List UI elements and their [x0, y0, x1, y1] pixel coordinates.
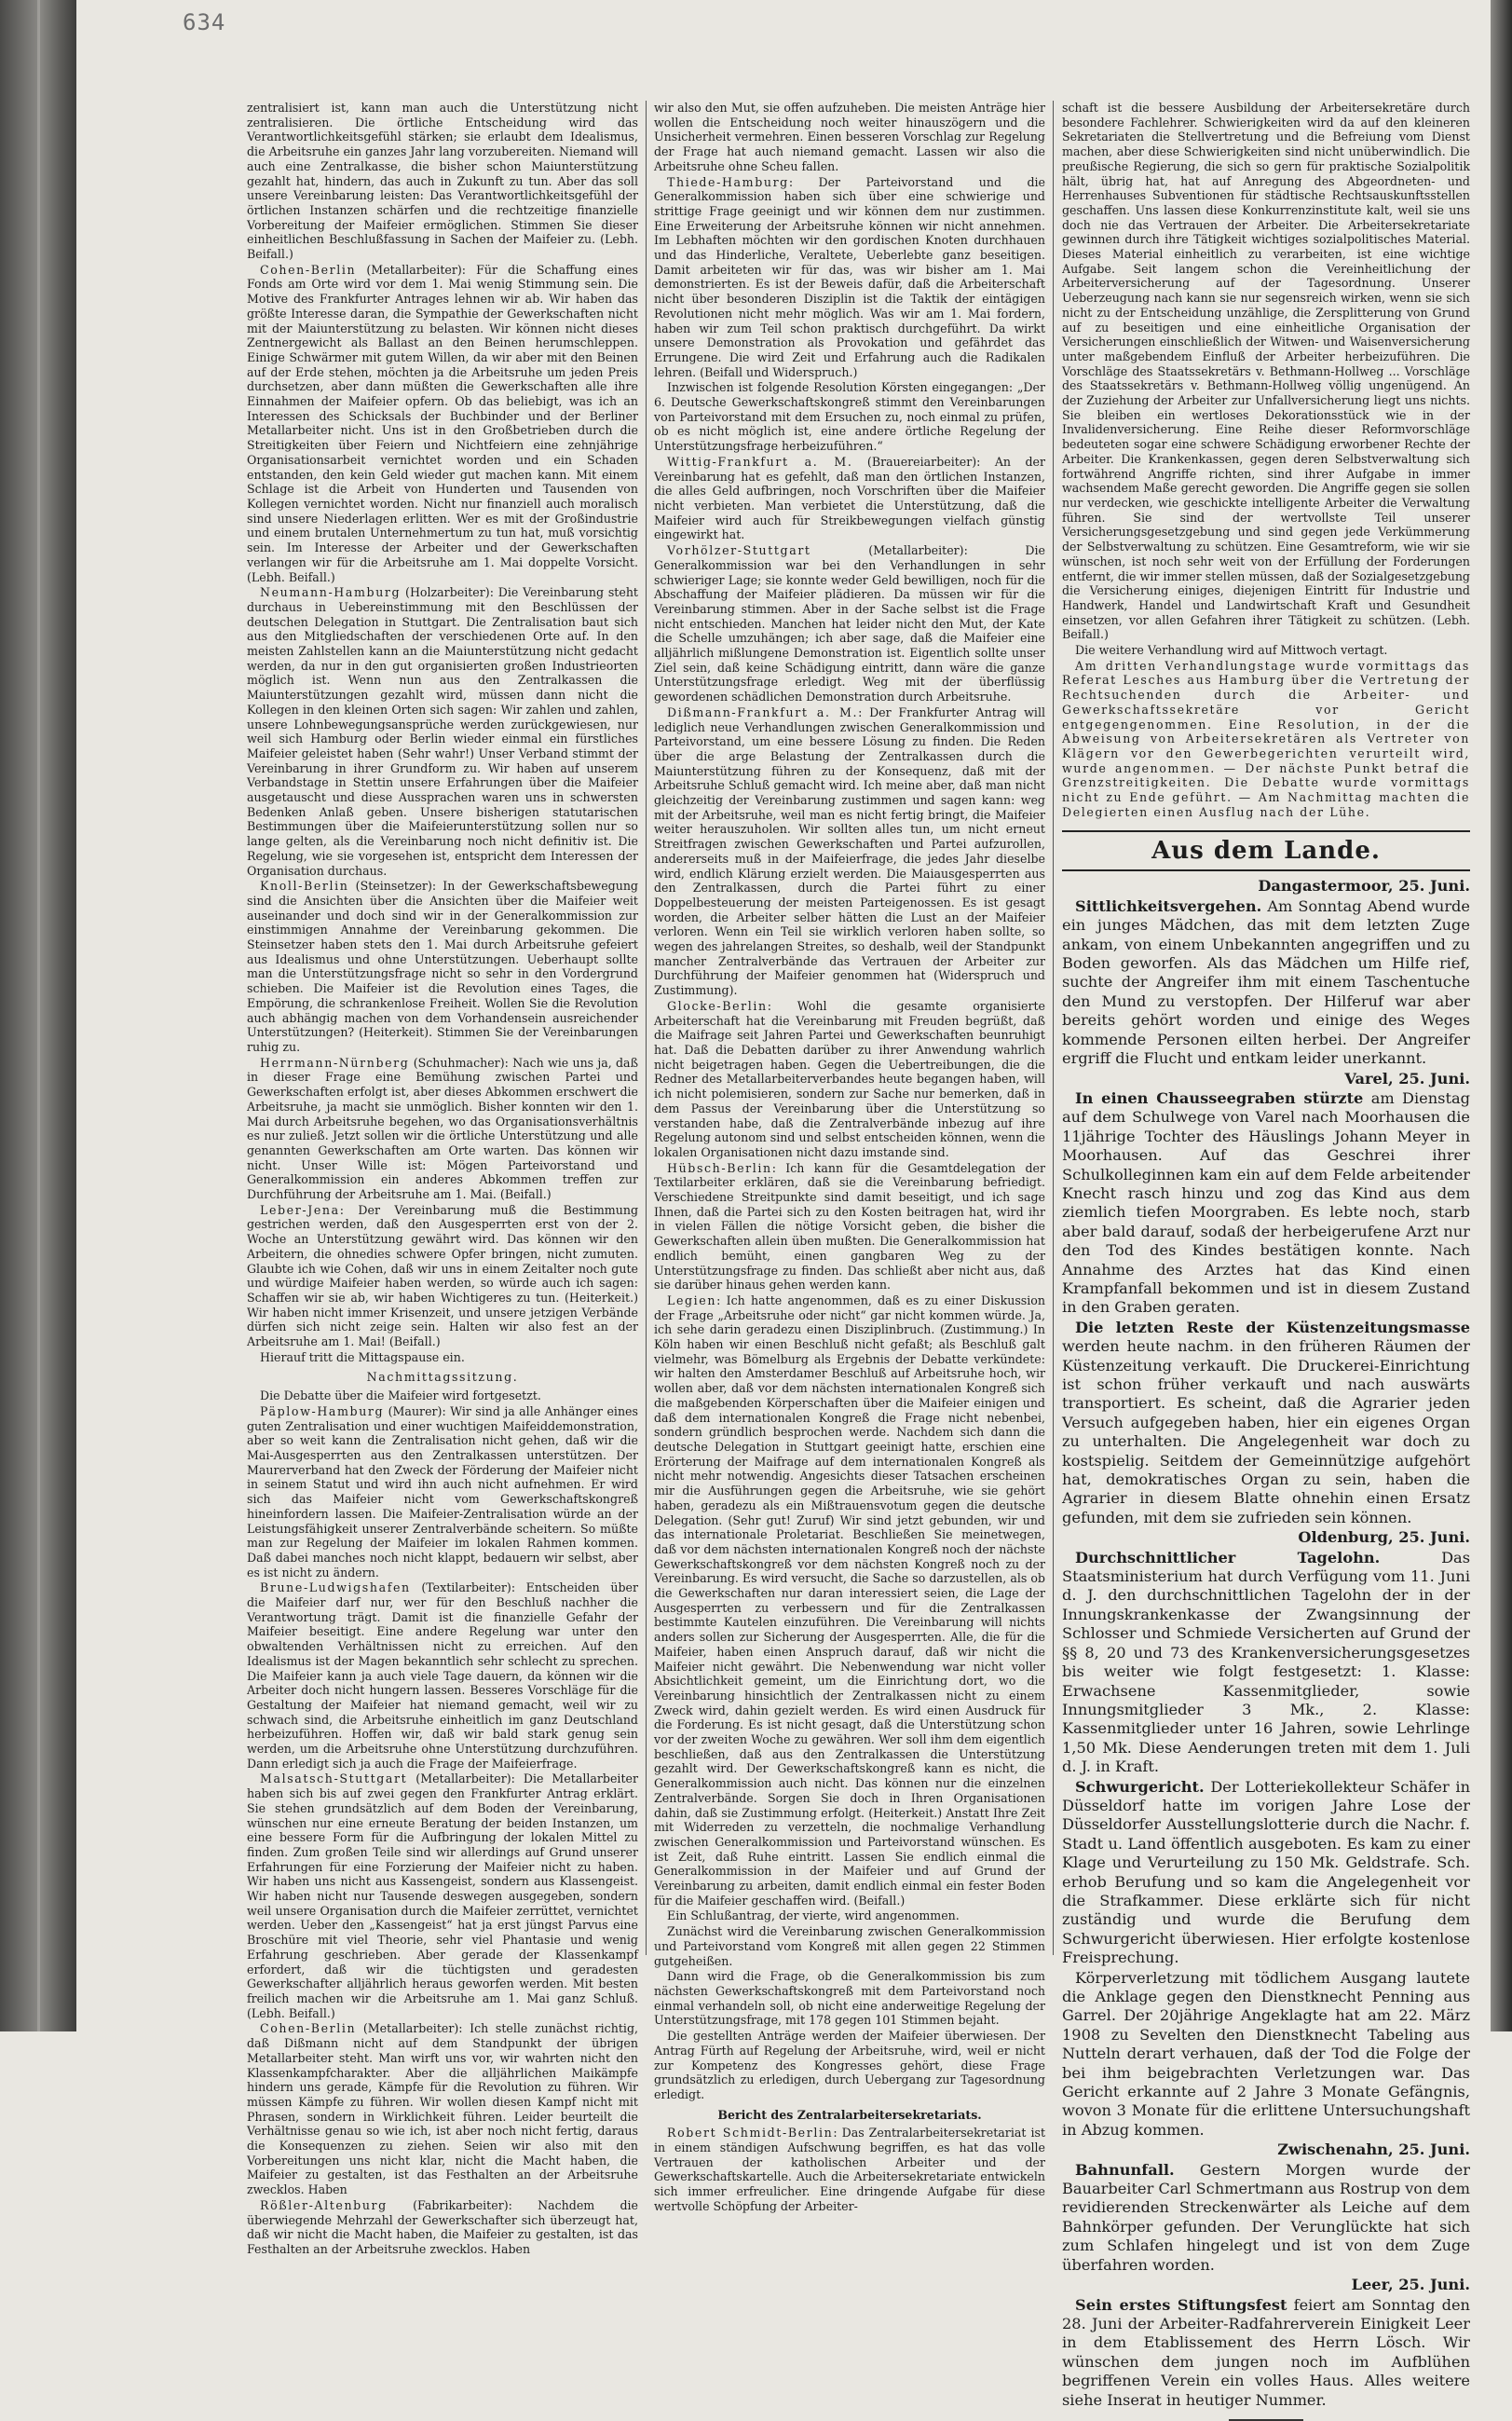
- paragraph: [247, 585, 638, 878]
- dateline: Zwischenahn, 25. Juni.: [1277, 2141, 1470, 2159]
- news-item: [1062, 1549, 1470, 1777]
- speech-text: (Metallarbeiter): Die Metallarbeiter haben sich bis auf zwei gegen den Frankfurter Antrag erklärt. Sie stehen grundsätzlich auf dem Boden der Vereinbarung, wünschen nur eine erneute Beratung der beiden Instanzen, um eine bessere Form für die Aufbringung der lokalen Mittel zu finden. Zum großen Teile sind wir allerdings auf Grund unserer Erfahrungen für eine Forzierung der Maifeier nicht zu haben. Wir haben uns nicht aus Kassengeist, sondern aus Klassengeist. Wir haben nicht nur Tausende deswegen ausgegeben, sondern weil unsere Organisation durch die Maifeier zerrüttet, vernichtet werden. Ueber den „Kassengeist“ hat ja erst jüngst Parvus eine Broschüre mit viel Theorie, sehr viel Phantasie und wenig Erfahrung geschrieben. Aber gerade der Klassenkampf erfordert, daß wir die tüchtigsten und geradesten Gewerkschafter alljährlich heraus geworfen werden. Mit besten freilich machen wir die Arbeitsruhe am 1. Mai ganz Schluß. (Lebh. Beifall.): [247, 1771, 638, 2020]
- speaker-name: Legien: [667, 1293, 717, 1307]
- paragraph: Die Debatte über die Maifeier wird fortgesetzt.: [260, 1388, 541, 1403]
- dateline: Varel, 25. Juni.: [1344, 1069, 1470, 1087]
- speech-text: : Der Vereinbarung muß die Bestimmung gestrichen werden, daß den Ausgesperrten erst von der 2. Woche an Unterstützung gewährt wird. Das können wir den Arbeitern, die ohnedies schwere Opfer bringen, nicht zumuten. Glaubte ich wie Cohen, daß wir uns in einem Zeitalter noch gute und würdige Maifeier haben werden, so würde auch ich sagen: Schaffen wir sie ab, wir haben Wichtigeres zu tun. (Heiterkeit.) Wir haben nicht immer Krisenzeit, und unsere jetzigen Verbände dürfen sich nicht zeige sein. Halten wir also fest an der Arbeitsruhe am 1. Mai! (Beifall.): [247, 1202, 638, 1349]
- news-text: am Dienstag auf dem Schulwege von Varel nach Moorhausen die 11jährige Tochter des Häuslings Johann Meyer in Moorhausen. Auf das Geschrei ihrer Schulkolleginnen kam ein auf dem Felde arbeitender Knecht rasch hinzu und zog das Kind aus dem ziemlich tiefen Moorgraben. Es lebte noch, starb aber bald darauf, sodaß der herbeigerufene Arzt nur den Tod des Kindes bestätigen konnte. Nach Annahme des Arztes hat das Kind einen Krampfanfall bekommen und ist in diesem Zustand in den Graben geraten.: [1062, 1088, 1470, 1317]
- paragraph: Zunächst wird die Vereinbarung zwischen Generalkommission und Parteivorstand vom Kongreß mit allen gegen 22 Stimmen gutgeheißen.: [654, 1924, 1045, 1968]
- news-headline: Sittlichkeitsvergehen.: [1075, 896, 1262, 915]
- news-text: Der Lotteriekollekteur Schäfer in Düsseldorf hatte im vorigen Jahre Lose der Düsseldorfer Ausstellungslotterie durch die Nachr. f. Stadt u. Land öffentlich ausgeboten. Es kam zu einer Klage und Verurteilung zu 150 Mk. Geldstrafe. Sch. erhob Berufung und so kam die Angelegenheit vor die Strafkammer. Diese erklärte sich für nicht zuständig und wurde die Berufung dem Schwurgericht überwiesen. Hier erfolgte kostenlose Freisprechung.: [1062, 1777, 1470, 1967]
- news-headline: Die letzten Reste der Küstenzeitungsmasse: [1075, 1318, 1470, 1336]
- speech-text: (Steinsetzer): In der Gewerkschaftsbewegung sind die Ansichten über die Ansichten über die Maifeier weit auseinander und doch sind wir in der Generalkommission zur einstimmigen Annahme der Vereinbarung gekommen. Die Steinsetzer haben stets den 1. Mai durch Arbeitsruhe gefeiert aus Idealismus und ohne Unterstützungen. Ueberhaupt sollte man die Unterstützungsfrage nicht so sehr in den Vordergrund schieben. Die Maifeier ist die Revolution eines Tages, die Empörung, die schrankenlose Freiheit. Wollen Sie die Revolution auch abhängig machen von dem Vorhandensein ausreichender Unterstützungen? (Heiterkeit). Stimmen Sie der Vereinbarungen ruhig zu.: [247, 879, 638, 1054]
- dateline: Leer, 25. Juni.: [1351, 2276, 1470, 2294]
- dateline: Oldenburg, 25. Juni.: [1298, 1528, 1470, 1547]
- speaker-name: Hübsch-Berlin: [667, 1160, 772, 1175]
- speaker-name: Wittig-Frankfurt a. M.: [667, 454, 853, 469]
- paragraph: [654, 1161, 1045, 1293]
- speech-text: : Ich kann für die Gesamtdelegation der Textilarbeiter erklären, daß sie die Vereinbarung befriedigt. Verschiedene Streitpunkte sind damit beseitigt, und ich sage Ihnen, daß die Partei sich zu den Kosten beitragen hat, wird ihr in vielen Fällen die nötige Vorsicht geben, die bisher die Gewerkschaften allein üben mußten. Die Generalkommission hat endlich bemüht, einen gangbaren Weg zu der Unterstützungsfrage zu finden. Das schließt aber nicht aus, daß sie darüber hinaus gehen werden kann.: [654, 1160, 1045, 1293]
- news-text: Gestern Morgen wurde der Bauarbeiter Carl Schmertmann aus Rostrup von dem revidierenden Streckenwärter als Leiche auf dem Bahnkörper gefunden. Der Verunglückte hat sich zum Schlafen hingelegt und ist von dem Zuge überfahren worden.: [1062, 2160, 1470, 2274]
- speech-text: (Schuhmacher): Nach wie uns ja, daß in dieser Frage eine Bemühung zwischen Partei und Gewerkschaften erfolgt ist, aber dieses Abkommen erschwert die Arbeitsruhe, ja macht sie unmöglich. Bisher konnten wir den 1. Mai durch Arbeitsruhe begehen, wo das Organisationsverhältnis es nur zuließ. Jetzt sollen wir die örtliche Unterstützung und alle genannten Gewerkschaften am Orte warten. Das können wir nicht. Unser Wille ist: Mögen Parteivorstand und Generalkommission ein anderes Abkommen treffen zur Durchführung der Arbeitsruhe am 1. Mai. (Beifall.): [247, 1055, 638, 1202]
- column-rule: [1053, 101, 1054, 1955]
- speech-text: (Metallarbeiter): Für die Schaffung eines Fonds am Orte wird vor dem 1. Mai wenig Stimmung sein. Die Motive des Frankfurter Antrages lehnen wir ab. Wir haben das größte Interesse daran, die Sympathie der Gewerkschaften nicht mit der Maiunterstützung zu belasten. Wir können nicht dieses Zentnergewicht als Ballast an den Beinen herumschleppen. Einige Schwärmer mit gutem Willen, da wir aber mit den Beinen auf der Erde stehen, möchten ja die Arbeitsruhe um jeden Preis durchsetzen, aber dann müßten die Gewerkschaften alle ihre Einnahmen der Maifeier opfern. Ob das beliebigt, was ich an Interessen des Schicksals der Buchbinder und der Berliner Metallarbeiter nicht. Uns ist in den Großbetrieben durch die Streitigkeiten über Feiern und Nichtfeiern eine zehnjährige Organisationsarbeit vernichtet worden und ein Schaden entstanden, den kein Geld wieder gut machen kann. Mit einem Schlage ist die Arbeit von Hunderten und Tausenden von Kollegen vernichtet worden. Nicht nur finanziell auch moralisch sind unsere Niederlagen erlitten. Wer es mit der Großindustrie und einem brutalen Unternehmertum zu tun hat, muß vorsichtig sein. Im Interesse der Arbeiter und der Gewerkschaften verlangen wir für die Arbeitsruhe am 1. Mai doppelte Vorsicht. (Lebh. Beifall.): [247, 262, 638, 584]
- page-edge-shadow: [1491, 0, 1512, 2031]
- paragraph: [247, 2021, 638, 2196]
- paragraph: schaft ist die bessere Ausbildung der Arbeitersekretäre durch besondere Fachlehrer. Schwierigkeiten wird da auf den kleineren Sekretariaten die Stellvertretung und die Befreiung vom Dienst machen, aber diese Schwierigkeiten sind nicht unüberwindlich. Die preußische Regierung, die sich so gern für praktische Sozialpolitik hält, übrig hat, hat auf Anregung des Abgeordneten- und Herrenhauses Subventionen für städtische Rechtsauskunftsstellen geschaffen. Uns lassen diese Konkurrenzinstitute kalt, weil sie uns doch nie das Vertrauen der Arbeiter. Die Arbeitersekretariate gewinnen durch ihre Tätigkeit wichtiges sozialpolitisches Material. Dieses Material einheitlich zu verarbeiten, ist eine wichtige Aufgabe. Seit langem schon die Vereinheitlichung der Arbeiterversicherung auf der Tagesordnung. Unserer Ueberzeugung nach kann sie nur segensreich wirken, wenn sie sich nicht zu der Entscheidung unzählige, die Zersplitterung von Grund auf zu beseitigen und eine einheitliche Organisation der Versicherungen einschließlich der Witwen- und Waisenversicherung unter maßgebendem Einfluß der Arbeiter herbeizuführen. Die Vorschläge des Staatssekretärs v. Bethmann-Hollweg ... Vorschläge des Staatssekretärs v. Bethmann-Hollweg völlig ungenügend. An der Zuziehung der Arbeiter zur Unfallversicherung liegt uns nichts. Sie bleiben ein wertloses Dekorationsstück wie in der Invalidenversicherung. Eine Reihe dieser Reformvorschläge bedeuteten sogar eine schwere Schädigung erworbener Rechte der Arbeiter. Die Krankenkassen, gegen deren Selbstverwaltung sich fortwährend Angriffe richten, sind ihrer Aufgabe in immer wachsendem Maße gerecht geworden. Die Angriffe gegen sie sollen nur verdecken, wie geschickte intelligente Arbeiter die Verwaltung führen. Sie sind der wertvollste Teil unserer Versicherungsgesetzgebung und sind gegen jede Verkümmerung der Selbstverwaltung zu schützen. Eine Gesamtreform, wie wir sie wünschen, ist noch sehr weit von der Erfüllung der Forderungen entfernt, die wir immer stellen müssen, daß der Sozialgesetzgebung die Versicherung einiges, diejenigen Eintritt für Industrie und Handwerk, Handel und Landwirtschaft Kraft und Gesundheit einsetzen, vor allen Gefahren ihrer Tätigkeit zu schützen. (Lebh. Beifall.): [1062, 101, 1470, 642]
- news-headline: Schwurgericht.: [1075, 1777, 1205, 1796]
- speech-text: : Der Parteivorstand und die Generalkommission haben sich über eine schwierige und strittige Frage geeinigt und wir können dem nur zustimmen. Eine Erweiterung der Arbeitsruhe können wir nicht annehmen. Im Lebhaften möchten wir den gordischen Knoten durchhauen und das Hinderliche, Veraltete, Ueberlebte ganz beseitigen. Damit arbeiteten wir für das, was wir bisher am 1. Mai demonstrierten. Es ist der Beweis dafür, daß die Arbeiterschaft nicht über besonderen Disziplin ist die Taktik der eintägigen Revolutionen nicht mehr möglich. Was wir am 1. Mai fordern, haben wir zum Teil schon praktisch durchgeführt. Da wirkt unsere Demonstration als Provokation und gefährdet das Errungene. Die wird Zeit und Erfahrung auch die Radikalen lehren. (Beifall und Widerspruch.): [654, 174, 1045, 379]
- column-1: [247, 101, 639, 2256]
- speech-text: (Fabrikarbeiter): Nachdem die überwiegende Mehrzahl der Gewerkschafter sich überzeugt hat, daß wir nicht die Macht haben, die Maifeier zu gestalten, ist das Festhalten an der Arbeitsruhe zwecklos. Haben: [247, 2197, 638, 2256]
- column-3: [1062, 101, 1471, 2409]
- news-headline: In einen Chausseegraben stürzte: [1075, 1088, 1364, 1107]
- paragraph: [247, 1771, 638, 2020]
- paragraph: Ein Schlußantrag, der vierte, wird angenommen.: [667, 1908, 960, 1923]
- speaker-name: Rößler-Altenburg: [260, 2197, 388, 2212]
- book-binding-edge: [0, 0, 76, 2031]
- news-item: [1062, 2161, 1470, 2275]
- paragraph: [247, 1203, 638, 1349]
- page-number: 634: [183, 9, 226, 35]
- speaker-name: Glocke-Berlin: [667, 998, 768, 1013]
- news-text: werden heute nachm. in den früheren Räumen der Küstenzeitung verkauft. Die Druckerei-Einrichtung ist schon früher verkauft und nach auswärts transportiert. Es scheint, daß die Agrarier jeden Versuch aufgegeben haben, hier ein eigenes Organ zu unterhalten. Die Angelegenheit war doch zu kostspielig. Seitdem der Gemeinnützige aufgehört hat, demokratisches Organ zu sein, haben die Agrarier in diesem Blatte ohnehin einen Ersatz gefunden, mit dem sie zufrieden sein können.: [1062, 1337, 1470, 1526]
- paragraph: [654, 1293, 1045, 1908]
- speech-text: (Metallarbeiter): Die Generalkommission war bei den Verhandlungen in sehr schwieriger Lage; sie konnte weder Geld bewilligen, noch für die Abschaffung der Maifeier plädieren. Da müssen wir für die Vereinbarung stimmen. Aber in der Sache selbst ist die Frage nicht entschieden. Manchen hat leider nicht den Mut, der Kate die Schelle umzuhängen; ich aber sage, daß die Maifeier eine alljährlich mißlungene Demonstration ist. Eigentlich sollte unser Ziel sein, daß keine Schädigung eintritt, dann wäre die ganze Unterstützungsfrage erledigt. Weg mit der überflüssig gewordenen schädlichen Demonstration durch Arbeitsruhe.: [654, 543, 1045, 704]
- news-headline: Bahnunfall.: [1075, 2160, 1175, 2179]
- speaker-name: Herrmann-Nürnberg: [260, 1055, 410, 1070]
- speech-text: : Der Frankfurter Antrag will lediglich neue Verhandlungen zwischen Generalkommission und Parteivorstand, um eine bessere Lösung zu finden. Die Reden über die arge Belastung der Zentralkassen durch die Maiunterstützung führen zu der Konsequenz, daß mit der Arbeitsruhe Schluß gemacht wird. Ich meine aber, daß man nicht gleichzeitig der Vereinbarung zustimmen und sagen kann: weg mit der Arbeitsruhe, weil man es nicht fertig bringt, die Maifeier weiter herauszuholen. Wir sollten alles tun, um nicht erneut Streitfragen zwischen Gewerkschaften und Partei aufzurollen, andererseits muß in der Maifeierfrage, die jedes Jahr dieselbe wird, endlich Klärung erzielt werden. Die Maiausgesperrten aus den Zentralkassen, durch die Partei führt zu einer Doppelbesteuerung der meisten Parteigenossen. Es ist gesagt worden, die Arbeiter selber hätten die Lust an der Maifeier verloren. Wenn ein Teil sie wirklich verloren haben sollte, so wegen des jahrelangen Streites, so deshalb, weil der Standpunkt mancher Zentralverbände das Vertrauen der Arbeiter zur Durchführung der Maifeier genommen hat (Widerspruch und Zustimmung).: [654, 704, 1046, 998]
- local-news: [1062, 877, 1470, 2421]
- paragraph: [654, 705, 1045, 998]
- paragraph: [247, 1580, 638, 1771]
- speaker-name: Thiede-Hamburg: [667, 174, 789, 189]
- speaker-name: Knoll-Berlin: [260, 879, 349, 894]
- speech-text: : Ich hatte angenommen, daß es zu einer Diskussion der Frage „Arbeitsruhe oder nicht“ gar nicht kommen würde. Ja, ich sehe darin geradezu einen Disziplinbruch. (Zustimmung.) In Köln haben wir einen Beschluß nicht gefaßt; als Beschluß galt vielmehr, was Bömelburg als Ergebnis der Debatte verkündete: wir halten den Amsterdamer Beschluß auf Arbeitsruhe hoch, wir wollen aber, daß vor dem nächsten internationalen Kongreß sich die maßgebenden Körperschaften über die Maifeier einigen und daß dem internationalen Kongreß die Frage nicht nebenbei, sondern gründlich besprochen werde. Nachdem sich dann die deutsche Delegation in Stuttgart geeinigt hatte, erschien eine Erörterung der Maifrage auf dem internationalen Kongreß als nicht mehr notwendig. Angesichts dieser Tatsachen erscheinen mir die Ausführungen gegen die Arbeitsruhe, wie sie gehört haben, geradezu als ein Mißtrauensvotum gegen die deutsche Delegation. (Sehr gut! Zuruf) Wir sind jetzt gebunden, wir und das internationale Proletariat. Beschließen Sie meinetwegen, daß vor dem nächsten internationalen Kongreß noch der nächste Gewerkschaftskongreß vor dem nächsten Kongreß noch zu der Vereinbarung. Es wird versucht, die Sache so darzustellen, als ob die Gewerkschaften nur daran interessiert seien, die Lage der Ausgesperrten zu verbessern und für die Zentralkassen bestimmte Kautelen einzuführen. Die Vereinbarung will nichts anders sollen zur Sicherung der Ausgesperrten. Alle, die für die Maifeier, haben einen Anspruch darauf, daß wir nicht die Maifeier nicht gewährt. Die Nebenwendung war nicht voller Absichtlichkeit gemeint, um die Einrichtung dort, wo die Vereinbarung hinsichtlich der Zentralkassen nicht zu einem Zweck wird, dahin gezielt werden. Es wird einen Ausdruck für die Forderung. Es ist nicht gesagt, daß die Unterstützung schon vor der zweiten Woche zu gewähren. Wer soll ihm dem eigentlich beschließen, daß aus den Zentralkassen die Unterstützung gezahlt wird. Der Gewerkschaftskongreß kann es nicht, die Generalkommission auch nicht. Das können nur die einzelnen Zentralverbände. Sorgen Sie doch in Ihren Organisationen dahin, daß sie Zustimmung erfolgt. (Heiterkeit.) Anstatt Ihre Zeit mit Widerreden zu verzetteln, die nochmalige Verhandlung zwischen Generalkommission und Parteivorstand wünschen. Es ist Zeit, daß Ruhe eintritt. Lassen Sie endlich einmal die Generalkommission in der Maifeier und auf Grund der Vereinbarung zu arbeiten, damit endlich einmal ein fester Boden für die Maifeier geschaffen wird. (Beifall.): [654, 1293, 1045, 1908]
- news-item: [1062, 1778, 1470, 1968]
- news-text: Das Staatsministerium hat durch Verfügung vom 11. Juni d. J. den durchschnittlichen Tagelohn der in der Innungskrankenkasse der Zwangsinnung der Schlosser und Schmiede Versicherten auf Grund der §§ 8, 20 und 73 des Krankenversicherungsgesetzes bis weiter wie folgt festgesetzt: 1. Klasse: Erwachsene Kassenmitglieder, sowie Innungsmitglieder 3 Mk., 2. Klasse: Kassenmitglieder unter 16 Jahren, sowie Lehrlinge 1,50 Mk. Diese Aenderungen treten mit dem 1. Juli d. J. in Kraft.: [1062, 1548, 1470, 1776]
- news-item: [1062, 2296, 1470, 2410]
- speech-text: (Metallarbeiter): Ich stelle zunächst richtig, daß Dißmann nicht auf dem Standpunkt der übrigen Metallarbeiter steht. Man wirft uns vor, wir wahrten nicht den Klassenkampfcharakter. Aber die alljährlichen Maikämpfe hindern uns gerade, Kämpfe für die Revolution zu führen. Wir müssen Kämpfe zu führen. Wir wollen diesen Kampf nicht mit Phrasen, sondern in Wirklichkeit führen. Leider beurteilt die Verhältnisse genau so wie ich, ist aber noch nicht fertig, daraus die Konsequenzen zu ziehen. Seien wir also mit den Vorbereitungen uns nicht klar, nicht die Macht haben, die Maifeier zu gestalten, ist das Festhalten an der Arbeitsruhe zwecklos. Haben: [247, 2021, 639, 2197]
- speech-text: (Holzarbeiter): Die Vereinbarung steht durchaus in Uebereinstimmung mit den Beschlüssen der deutschen Delegation in Stuttgart. Die Zentralisation baut sich aus den Mitgliedschaften der verschiedenen Orte auf. In den meisten Zahlstellen kann an die Maiunterstützung nicht gedacht werden, da nur in den gut organisierten großen Industrieorten möglich ist. Wenn nun aus den Zentralkassen die Maiunterstützungen gezahlt wird, müssen dann nicht die Kollegen in den kleinen Orten sich sagen: Wir zahlen und zahlen, unsere Lohnbewegungsansprüche werden zurückgewiesen, nur weil sich Hamburg oder Berlin wieder einmal ein fürstliches Maifeier geleistet haben (Sehr wahr!) Unser Verband stimmt der Vereinbarung in ihrer Grundform zu. Wir haben auf unserem Verbandstage in Stettin unsere Erfahrungen über die Maifeier ausgetauscht und diese Aussprachen waren uns in schwersten Bedenken Anlaß geben. Unsere bisherigen statutarischen Bestimmungen über die Maifeierunterstützung sollen nur so lange gelten, als die Vereinbarung noch nicht definitiv ist. Die Regelung, wie sie vorgesehen ist, entspricht dem Interessen der Organisation durchaus.: [247, 585, 638, 878]
- speaker-name: Neumann-Hamburg: [260, 585, 402, 600]
- column-2: [654, 101, 1046, 2213]
- speech-text: (Brauereiarbeiter): An der Vereinbarung hat es gefehlt, daß man den örtlichen Instanzen, die alles Geld aufbringen, noch Vorschriften über die Maifeier nicht verbieten. Man verbietet die Unterstützung, daß die Maifeier wird auch für Streikbewegungen vielfach günstig eingewirkt hat.: [654, 454, 1045, 542]
- paragraph: wir also den Mut, sie offen aufzuheben. Die meisten Anträge hier wollen die Entscheidung noch weiter hinauszögern und die Unsicherheit vermehren. Einen besseren Vorschlag zur Regelung der Frage hat auch niemand gemacht. Lassen wir also die Arbeitsruhe ohne Scheu fallen.: [654, 101, 1045, 173]
- news-item: [1062, 1319, 1470, 1527]
- newspaper-page: [233, 28, 1481, 2409]
- dateline: Dangastermoor, 25. Juni.: [1258, 877, 1470, 896]
- speaker-name: Cohen-Berlin: [260, 2021, 357, 2036]
- section-heading: Nachmittagssitzung.: [366, 1370, 519, 1385]
- news-item: [1062, 1089, 1470, 1318]
- paragraph: Inzwischen ist folgende Resolution Körsten eingegangen: „Der 6. Deutsche Gewerkschaftskongreß stimmt den Vereinbarungen von Parteivorstand mit dem Ersuchen zu, noch einmal zu prüfen, ob es nicht möglich ist, eine andere örtliche Regelung der Unterstützungsfrage herbeizuführen.“: [654, 380, 1045, 454]
- news-text: feiert am Sonntag den 28. Juni der Arbeiter-Radfahrerverein Einigkeit Leer in dem Etablissement des Herrn Lösch. Wir wünschen dem jungen noch im Aufblühen begriffenen Verein ein volles Haus. Alles weitere siehe Inserat in heutiger Nummer.: [1062, 2295, 1470, 2409]
- speaker-name: Brune-Ludwigshafen: [260, 1580, 411, 1595]
- speaker-name: Malsatsch-Stuttgart: [260, 1771, 408, 1786]
- paragraph: [654, 999, 1045, 1160]
- paragraph: [247, 1404, 638, 1580]
- speech-text: (Maurer): Wir sind ja alle Anhänger eines guten Zentralisation und einer wuchtigen Maifeiddemonstration, aber so weit kann die Zentralisation nicht gehen, daß wir die Mai-Ausgesperrten aus den Zentralkassen unterstützen. Der Maurerverband hat den Zweck der Förderung der Maifeier nicht in seinem Statut und wird ihn auch nicht aufnehmen. Er wird sich das Maifeier nicht vom Gewerkschaftskongreß hineinfordern lassen. Die Maifeier-Zentralisation würde an der Leistungsfähigkeit unserer Zentralverbände scheitern. So müßte man zur Regelung der Maifeier im lokalen Rahmen kommen. Daß dabei manches noch nicht klappt, bedauern wir selbst, aber es ist nicht zu ändern.: [247, 1403, 638, 1580]
- news-item: Körperverletzung mit tödlichem Ausgang lautete die Anklage gegen den Dienstknecht Penning aus Garrel. Der 20jährige Angeklagte hat am 22. März 1908 zu Sevelten den Dienstknecht Tabeling aus Nutteln derart verhauen, daß der Tod die Folge der bei ihm beigebrachten Verletzungen war. Das Gericht erkannte auf 2 Jahre 3 Monate Gefängnis, wovon 3 Monate für die erlittene Untersuchungshaft in Abzug kommen.: [1062, 1968, 1470, 2139]
- speaker-name: Leber-Jena: [260, 1202, 340, 1217]
- speech-text: (Textilarbeiter): Entscheiden über die Maifeier darf nur, wer für den Beschluß nachher die Verantwortung trägt. Damit ist die finanzielle Gefahr der Maifeier beseitigt. Eine andere Regelung war unter den obwaltenden Verhältnissen nicht zu erreichen. Auf den Idealismus ist der Magen bekanntlich sehr schlecht zu sprechen. Die Maifeier kann ja auch viele Tage dauern, da können wir die Arbeiter doch nicht hungern lassen. Besseres Vorschläge für die Gestaltung der Maifeier hat niemand gemacht, weil wir zu schwach sind, die Arbeitsruhe einheitlich im ganz Deutschland herbeizuführen. Hoffen wir, daß wir bald stark genug sein werden, um die Arbeitsruhe ohne Unterstützung durchzuführen. Dann erledigt sich ja auch die Frage der Maifeierfrage.: [247, 1580, 638, 1771]
- paragraph: Am dritten Verhandlungstage wurde vormittags das Referat Lesches aus Hamburg über die Vertretung der Rechtsuchenden durch die Arbeiter- und Gewerkschaftssekretäre vor Gericht entgegengenommen. Eine Resolution, in der die Abweisung von Arbeitersekretären als Vertreter von Klägern vor den Gewerbegerichten verurteilt wird, wurde angenommen. — Der nächste Punkt betraf die Grenzstreitigkeiten. Die Debatte wurde vormittags nicht zu Ende geführt. — Am Nachmittag machten die Delegierten einen Ausflug nach der Lühe.: [1062, 658, 1470, 819]
- speaker-name: Dißmann-Frankfurt a. M.: [667, 704, 859, 719]
- paragraph: [654, 2126, 1045, 2213]
- paragraph: [654, 455, 1045, 542]
- paragraph: zentralisiert ist, kann man auch die Unterstützung nicht zentralisieren. Die örtliche Entscheidung wird das Verantwortlichkeitsgefühl stärken; sie erlaubt dem Idealismus, die Arbeitsruhe ein ganzes Jahr lang vorzubereiten. Niemand will auch eine Zentralkasse, die bisher schon Maiunterstützung gezahlt hat, hindern, das auch in Zukunft zu tun. Aber das soll unsere Vereinbarung leisten: Das Verantwortlichkeitsgefühl der örtlichen Instanzen schärfen und die rechtzeitige finanzielle Vorbereitung der Maifeier ermöglichen. Stimmen Sie dieser einheitlichen Beschlußfassung in Sachen der Maifeier zu. (Lebh. Beifall.): [247, 101, 638, 262]
- speaker-name: Vorhölzer-Stuttgart: [667, 543, 811, 558]
- news-headline: Sein erstes Stiftungsfest: [1075, 2295, 1287, 2314]
- paragraph: Die weitere Verhandlung wird auf Mittwoch vertagt.: [1075, 643, 1388, 658]
- speech-text: : Wohl die gesamte organisierte Arbeiterschaft hat die Vereinbarung mit Freuden begrüßt, daß die Maifrage seit Jahren Partei und Gewerkschaften beunruhigt hat. Daß die Debatten darüber zu ihrer Anwendung wahrlich nicht beigetragen haben. Gegen die Uebertreibungen, die die Redner des Metallarbeiterverbandes heute begangen haben, will ich nicht polemisieren, sondern zur Sache nur bemerken, daß in dem Passus der Vereinbarung über die Unterstützung so verstanden habe, daß die Zentralverbände inbezug auf ihre Regelung autonom sind und selbst entscheiden können, wenn die lokalen Organisationen nicht dazu imstande sind.: [654, 998, 1045, 1159]
- paragraph: Dann wird die Frage, ob die Generalkommission bis zum nächsten Gewerkschaftskongreß mit dem Parteivorstand noch einmal verhandeln soll, ob nicht eine anderweitige Regelung der Unterstützungsfrage, mit 178 gegen 101 Stimmen bejaht.: [654, 1969, 1045, 2028]
- paragraph: [654, 175, 1045, 380]
- paragraph: [247, 1056, 638, 1202]
- paragraph: [247, 879, 638, 1054]
- paragraph: [247, 2198, 638, 2257]
- paragraph: Hierauf tritt die Mittagspause ein.: [260, 1349, 465, 1364]
- speaker-name: Päplow-Hamburg: [260, 1403, 385, 1418]
- paragraph: [247, 263, 638, 584]
- paragraph: [654, 543, 1045, 704]
- binding-highlight: [37, 0, 40, 2031]
- section-heading: Bericht des Zentralarbeitersekretariats.: [717, 2107, 982, 2122]
- paragraph: Die gestellten Anträge werden der Maifeier überwiesen. Der Antrag Fürth auf Regelung der Arbeitsruhe, wird, weil er nicht zur Kompetenz des Kongresses gehört, diese Frage grundsätzlich zu erledigen, durch Uebergang zur Tagesordnung erledigt.: [654, 2029, 1045, 2101]
- speaker-name: Cohen-Berlin: [260, 262, 357, 277]
- column-rule: [646, 101, 647, 1955]
- news-text: Am Sonntag Abend wurde ein junges Mädchen, das mit dem letzten Zuge ankam, von einem Unbekannten angegriffen und zu Boden geworfen. Als das Mädchen um Hilfe rief, suchte der Angreifer ihm mit einem Taschentuche den Mund zu verstopfen. Der Hilferuf war aber bereits gehört worden und einige des Weges kommende Personen eilten herbei. Der Angreifer ergriff die Flucht und entkam leider unerkannt.: [1062, 896, 1471, 1068]
- speaker-name: Robert Schmidt-Berlin: [667, 2126, 834, 2141]
- news-headline: Durchschnittlicher Tagelohn.: [1075, 1548, 1381, 1566]
- section-title-aus-dem-lande: Aus dem Lande.: [1062, 830, 1470, 871]
- news-item: [1062, 897, 1470, 1069]
- speech-text: : Das Zentralarbeitersekretariat ist in einem ständigen Aufschwung begriffen, es hat das volle Vertrauen der katholischen Arbeiter und der Gewerkschaftskartelle. Auch die Arbeitersekretariate entwickeln sich immer erfreulicher. Eine dringende Aufgabe für diese wertvolle Schöpfung der Arbeiter-: [654, 2126, 1046, 2213]
